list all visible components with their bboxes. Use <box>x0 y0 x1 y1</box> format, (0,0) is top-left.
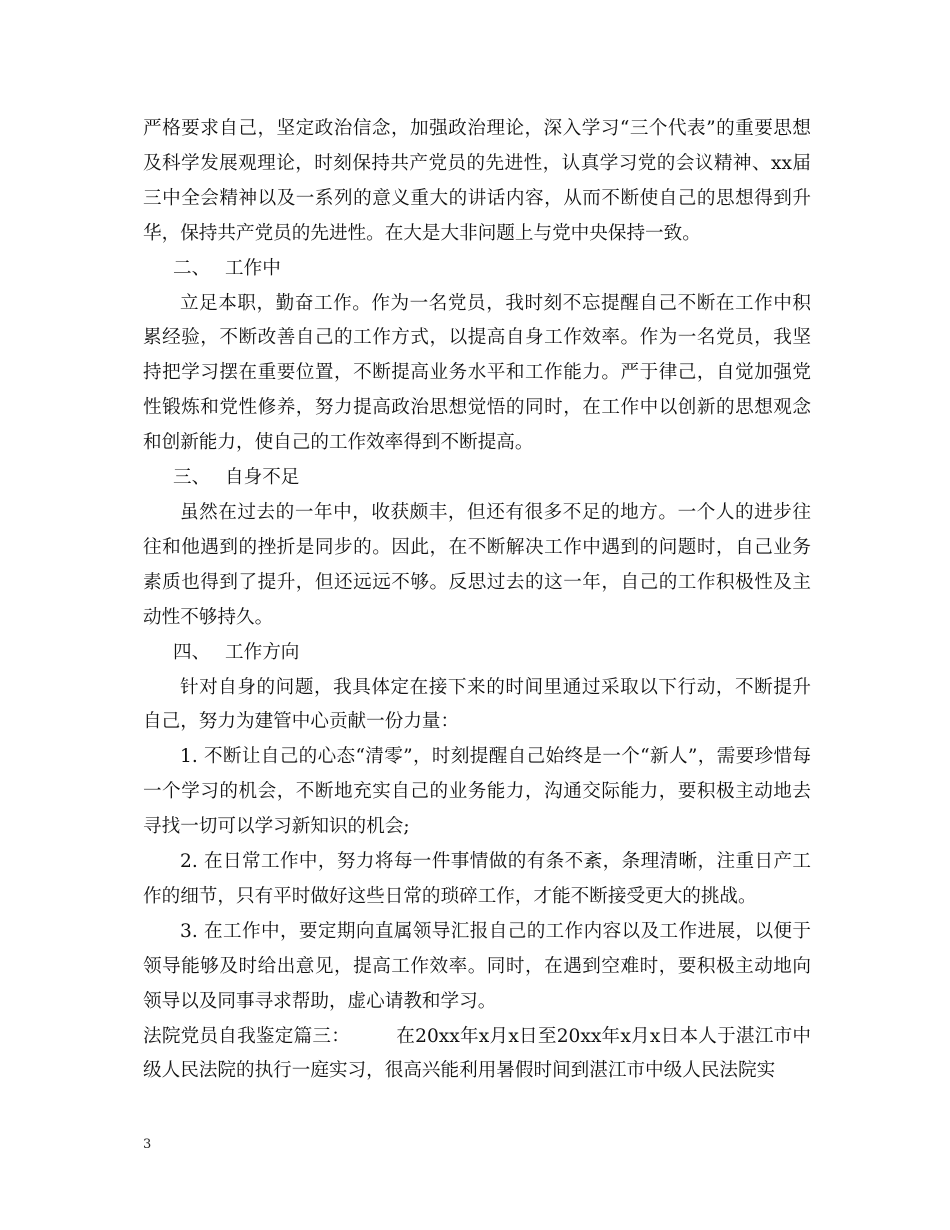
section-number: 二、 <box>173 257 211 279</box>
paragraph: 立足本职，勤奋工作。作为一名党员，我时刻不忘提醒自己不断在工作中积累经验，不断改善自己的工作方式，以提高自身工作效率。作为一名党员，我坚持把学习摆在重要位置，不断提高业务水平和工作能力。严于律己，自觉加强党性锻炼和党性修养，努力提高政治思想觉悟的同时，在工作中以创新的思想观念和创新能力，使自己的工作效率得到不断提高。 <box>143 292 811 454</box>
document-body <box>143 112 811 1089</box>
paragraph: 虽然在过去的一年中，收获颇丰，但还有很多不足的地方。一个人的进步往往和他遇到的挫折是同步的。因此，在不断解决工作中遇到的问题时，自己业务素质也得到了提升，但还远远不够。反思过去的这一年，自己的工作积极性及主动性不够持久。 <box>143 501 811 628</box>
final-paragraph-text: 在20xx年x月x日至20xx年x月x日本人于湛江市中级人民法院的执行一庭实习，很高兴能利用暑假时间到湛江市中级人民法院实 <box>143 1025 811 1082</box>
section-lead: 法院党员自我鉴定篇三： <box>143 1025 351 1047</box>
list-item: 2. 在日常工作中，努力将每一件事情做的有条不紊，条理清晰，注重日产工作的细节，只有平时做好这些日常的琐碎工作，才能不断接受更大的挑战。 <box>143 851 811 907</box>
paragraph: 严格要求自己，坚定政治信念，加强政治理论，深入学习“三个代表”的重要思想及科学发展观理论，时刻保持共产党员的先进性，认真学习党的会议精神、xx届三中全会精神以及一系列的意义重大的讲话内容，从而不断使自己的思想得到升华，保持共产党员的先进性。在大是大非问题上与党中央保持一致。 <box>143 118 811 244</box>
section-number: 三、 <box>173 467 211 489</box>
section-heading <box>143 461 811 496</box>
section-number: 四、 <box>173 641 211 663</box>
list-item: 1. 不断让自己的心态“清零”，时刻提醒自己始终是一个“新人”，需要珍惜每一个学习的机会，不断地充实自己的业务能力，沟通交际能力，要积极主动地去寻找一切可以学习新知识的机会; <box>143 746 811 838</box>
section-title: 工作方向 <box>225 641 300 663</box>
section-title: 工作中 <box>225 257 281 279</box>
section-title: 自身不足 <box>225 467 300 489</box>
final-paragraph <box>143 1020 811 1090</box>
section-heading <box>143 636 811 671</box>
list-item: 3. 在工作中，要定期向直属领导汇报自己的工作内容以及工作进展，以便于领导能够及时给出意见，提高工作效率。同时，在遇到空难时，要积极主动地向领导以及同事寻求帮助，虚心请教和学习。 <box>143 920 811 1012</box>
page-number: 3 <box>143 1137 152 1152</box>
section-heading <box>143 252 811 287</box>
paragraph: 针对自身的问题，我具体定在接下来的时间里通过采取以下行动，不断提升自己，努力为建管中心贡献一份力量： <box>143 676 811 733</box>
